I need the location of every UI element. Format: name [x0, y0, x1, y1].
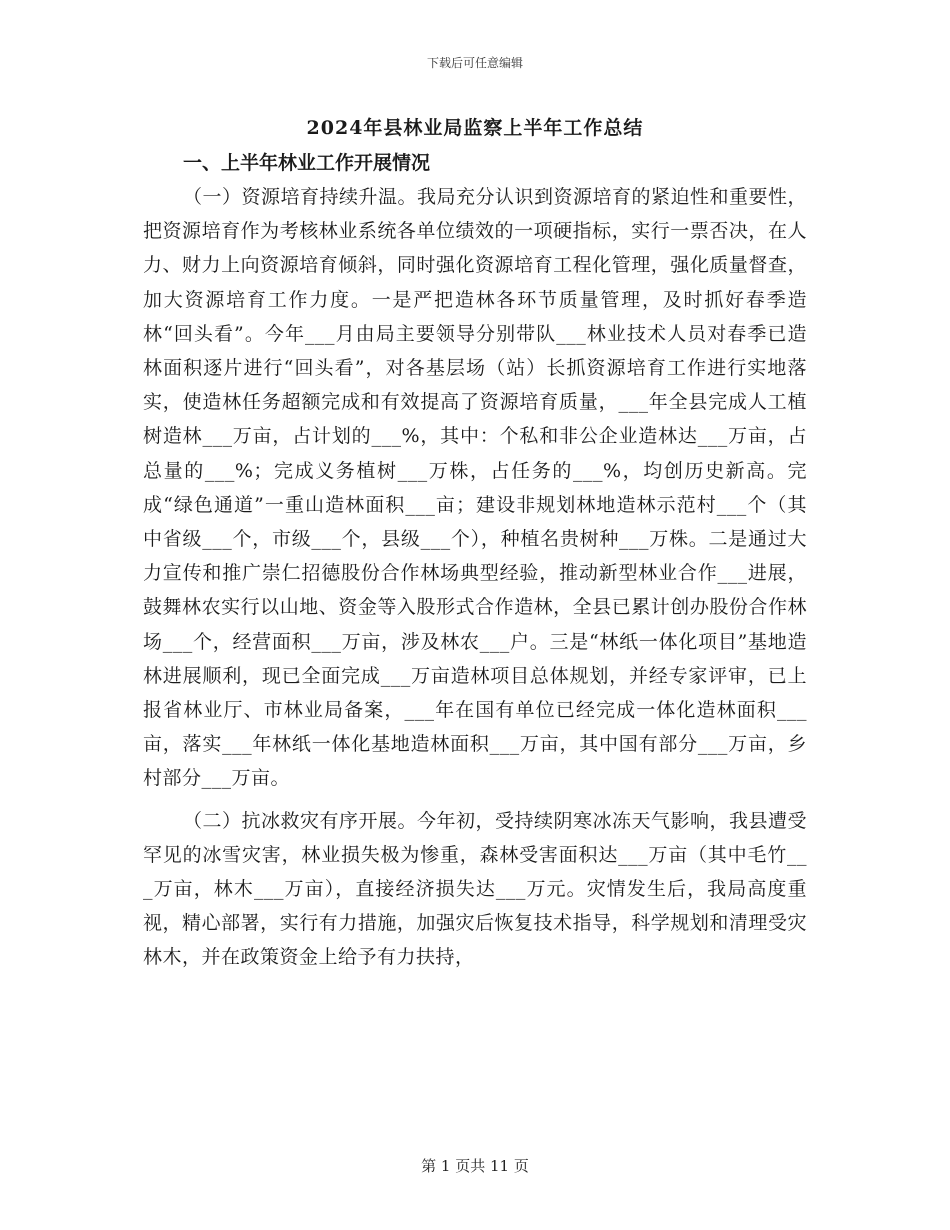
document-title: 2024年县林业局监察上半年工作总结 [306, 117, 644, 139]
document-body [143, 146, 807, 975]
section-heading: 一、上半年林业工作开展情况 [183, 152, 431, 174]
paragraph-resource-cultivation: （一）资源培育持续升温。我局充分认识到资源培育的紧迫性和重要性，把资源培育作为考核林业系统各单位绩效的一项硬指标，实行一票否决，在人力、财力上向资源培育倾斜，同时强化资源培育工程化管理，强化质量督查，加大资源培育工作力度。一是严把造林各环节质量管理，及时抓好春季造林“回头看”。今年___月由局主要领导分别带队___林业技术人员对春季已造林面积逐片进行“回头看”，对各基层场（站）长抓资源培育工作进行实地落实，使造林任务超额完成和有效提高了资源培育质量，___年全县完成人工植树造林___万亩，占计划的___%，其中：个私和非公企业造林达___万亩，占总量的___%；完成义务植树___万株，占任务的___%，均创历史新高。完成“绿色通道”一重山造林面积___亩；建设非规划林地造林示范村___个（其中省级___个，市级___个，县级___个），种植名贵树种___万株。二是通过大力宣传和推广崇仁招德股份合作林场典型经验，推动新型林业合作___进展，鼓舞林农实行以山地、资金等入股形式合作造林，全县已累计创办股份合作林场___个，经营面积___万亩，涉及林农___户。三是“林纸一体化项目”基地造林进展顺利，现已全面完成___万亩造林项目总体规划，并经专家评审，已上报省林业厅、市林业局备案，___年在国有单位已经完成一体化造林面积___亩，落实___年林纸一体化基地造林面积___万亩，其中国有部分___万亩，乡村部分___万亩。 [143, 186, 808, 790]
paragraph-disaster-relief: （二）抗冰救灾有序开展。今年初，受持续阴寒冰冻天气影响，我县遭受罕见的冰雪灾害，林业损失极为惨重，森林受害面积达___万亩（其中毛竹___万亩，林木___万亩），直接经济损失达___万元。灾情发生后，我局高度重视，精心部署，实行有力措施，加强灾后恢复技术指导，科学规划和清理受灾林木，并在政策资金上给予有力扶持， [143, 809, 808, 969]
header-note: 下载后可任意编辑 [426, 56, 523, 70]
page-number: 第 1 页共 11 页 [421, 1157, 529, 1175]
